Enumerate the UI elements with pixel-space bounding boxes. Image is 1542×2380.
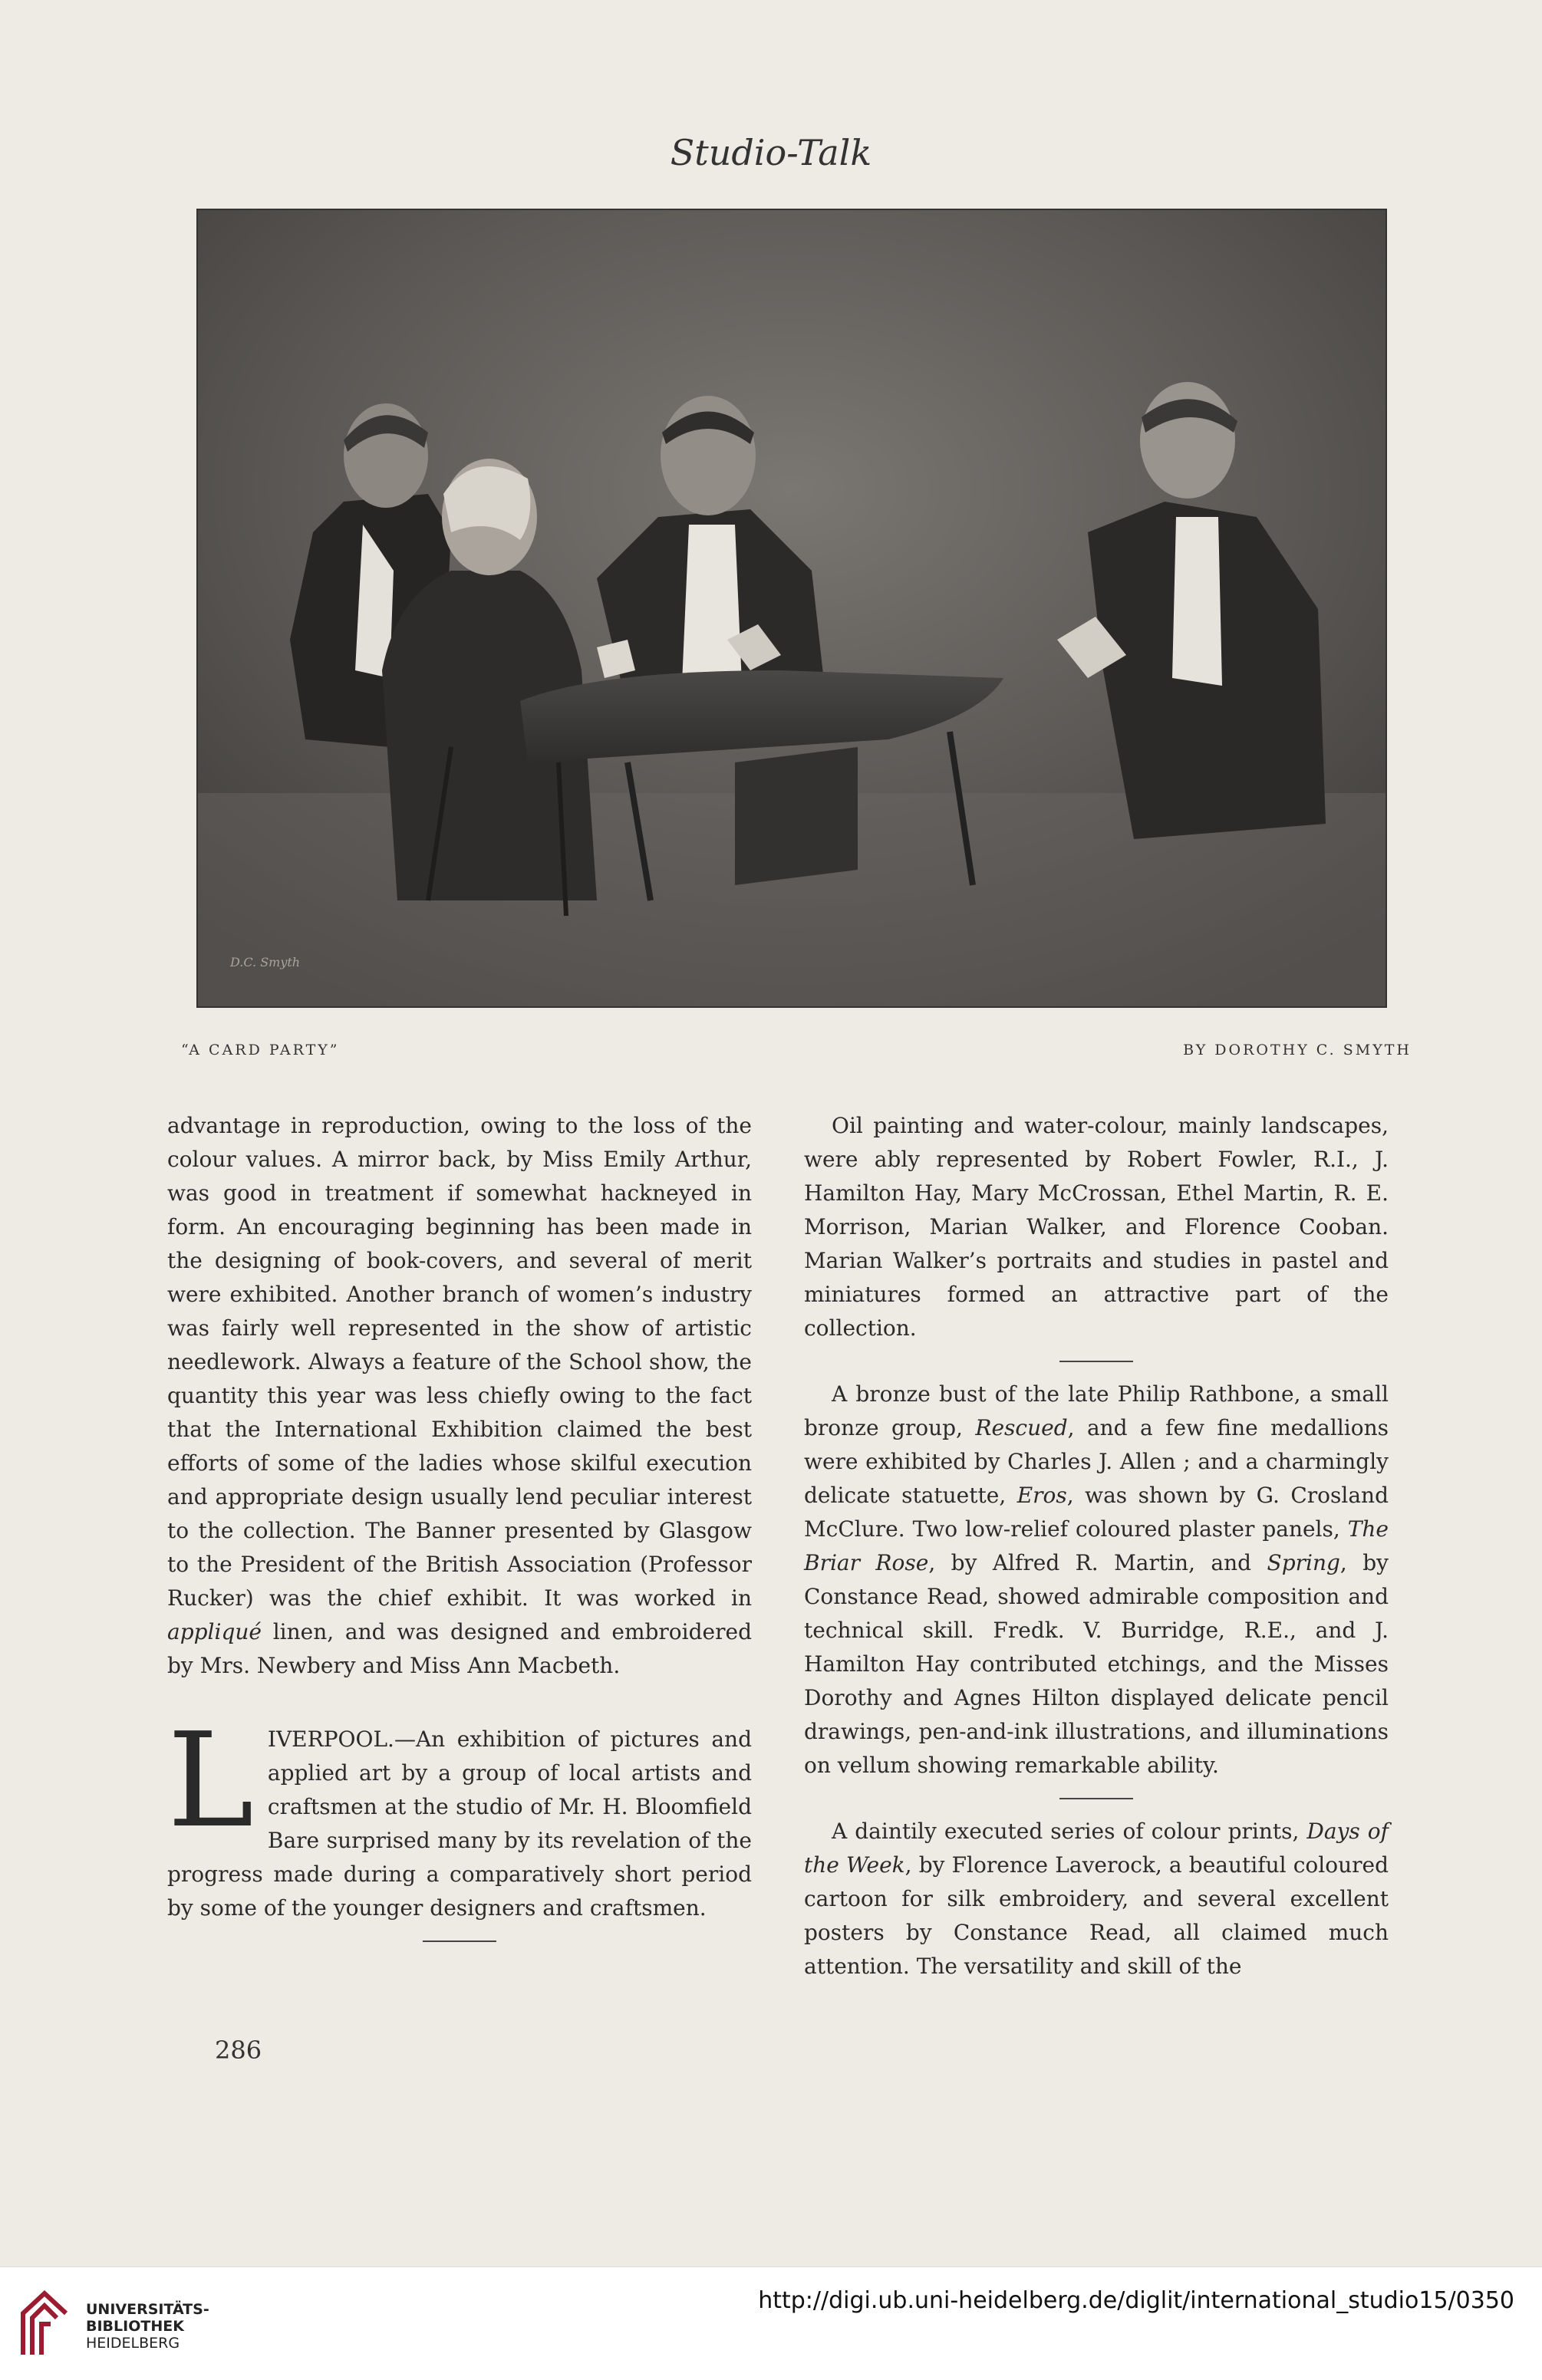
library-name-line: BIBLIOTHEK bbox=[86, 2318, 184, 2335]
paragraph-liverpool bbox=[167, 1705, 752, 1925]
running-head: Studio-Talk bbox=[670, 132, 872, 173]
caption-credit: BY DOROTHY C. SMYTH bbox=[1183, 1042, 1412, 1058]
text-column-right bbox=[804, 1109, 1389, 1983]
text-run: IVERPOOL.—An exhibition of pictures and applied art by a group of local artists and craftsmen at the studio of Mr. H. Bloomfield Bare surprised many by its revelation of the progress made during a comparatively short period by some of the younger designers and craftsmen. bbox=[167, 1727, 752, 1921]
text-italic: Days of the Week bbox=[804, 1819, 1389, 1878]
text-italic: appliqué bbox=[167, 1619, 262, 1644]
paragraph bbox=[804, 1815, 1389, 1983]
paragraph bbox=[804, 1378, 1389, 1783]
text-italic: The Briar Rose bbox=[804, 1516, 1389, 1575]
text-italic: Rescued bbox=[975, 1415, 1068, 1440]
section-rule bbox=[1059, 1361, 1133, 1362]
library-name bbox=[86, 2301, 209, 2352]
section-rule bbox=[1059, 1798, 1133, 1799]
paragraph bbox=[167, 1109, 752, 1683]
library-name-line: UNIVERSITÄTS- bbox=[86, 2301, 209, 2318]
card-party-drawing bbox=[198, 210, 1385, 1006]
text-run: linen, and was designed and embroidered by Mrs. Newbery and Miss Ann Macbeth. bbox=[167, 1619, 752, 1678]
page-number: 286 bbox=[215, 2036, 262, 2065]
permalink-url[interactable]: http://digi.ub.uni-heidelberg.de/diglit/international_studio15/0350 bbox=[758, 2287, 1514, 2314]
university-library-logo-icon bbox=[15, 2290, 74, 2356]
caption-title: “A CARD PARTY” bbox=[181, 1042, 340, 1058]
library-name-line: HEIDELBERG bbox=[86, 2335, 180, 2352]
text-run: , by Alfred R. Martin, and bbox=[928, 1550, 1267, 1575]
text-italic: Spring bbox=[1267, 1550, 1340, 1575]
text-italic: Eros bbox=[1016, 1483, 1067, 1508]
paragraph: Oil painting and water-colour, mainly landscapes, were ably represented by Robert Fowler, R.I., J. Hamilton Hay, Mary McCrossan, Ethel Martin, R. E. Morrison, Marian Walker, and Florence Cooban. Marian Walker’s portraits and studies in pastel and miniatures formed an attractive part of the collection. bbox=[804, 1113, 1389, 1341]
text-run: , was shown by G. Crosland McClure. Two low-relief coloured plaster panels, bbox=[804, 1483, 1389, 1542]
section-rule bbox=[423, 1941, 496, 1942]
text-run: A bronze bust of the late Philip Rathbone, a small bronze group, bbox=[804, 1381, 1389, 1440]
text-run: , by Florence Laverock, a beautiful coloured cartoon for silk embroidery, and several excellent posters by Constance Read, all claimed much attention. The versatility and skill of the bbox=[804, 1852, 1389, 1979]
digitization-footer bbox=[0, 2266, 1542, 2380]
drop-cap: L bbox=[167, 1705, 254, 1857]
text-run: advantage in reproduction, owing to the loss of the colour values. A mirror back, by Miss Emily Arthur, was good in treatment if somewhat hackneyed in form. An encouraging beginning has been made in the designing of book-covers, and several of merit were exhibited. Another branch of women’s industry was fairly well represented in the show of artistic needlework. Always a feature of the School show, the quantity this year was less chiefly owing to the fact that the International Exhibition claimed the best efforts of some of the ladies whose skilful execution and appropriate design usually lend peculiar interest to the collection. The Banner presented by Glasgow to the President of the British Association (Professor Rucker) was the chief exhibit. It was worked in bbox=[167, 1113, 752, 1611]
artist-signature: D.C. Smyth bbox=[230, 955, 301, 969]
illustration-card-party bbox=[196, 209, 1387, 1008]
text-column-left bbox=[167, 1109, 752, 1957]
text-run: , by Constance Read, showed admirable composition and technical skill. Fredk. V. Burridge, R.E., and J. Hamilton Hay contributed etchings, and the Misses Dorothy and Agnes Hilton displayed delicate pencil drawings, pen-and-ink illustrations, and illuminations on vellum showing remarkable ability. bbox=[804, 1550, 1389, 1778]
text-run: , and a few fine medallions were exhibited by Charles J. Allen ; and a charmingly delicate statuette, bbox=[804, 1415, 1389, 1508]
text-run: A daintily executed series of colour prints, bbox=[832, 1819, 1307, 1844]
